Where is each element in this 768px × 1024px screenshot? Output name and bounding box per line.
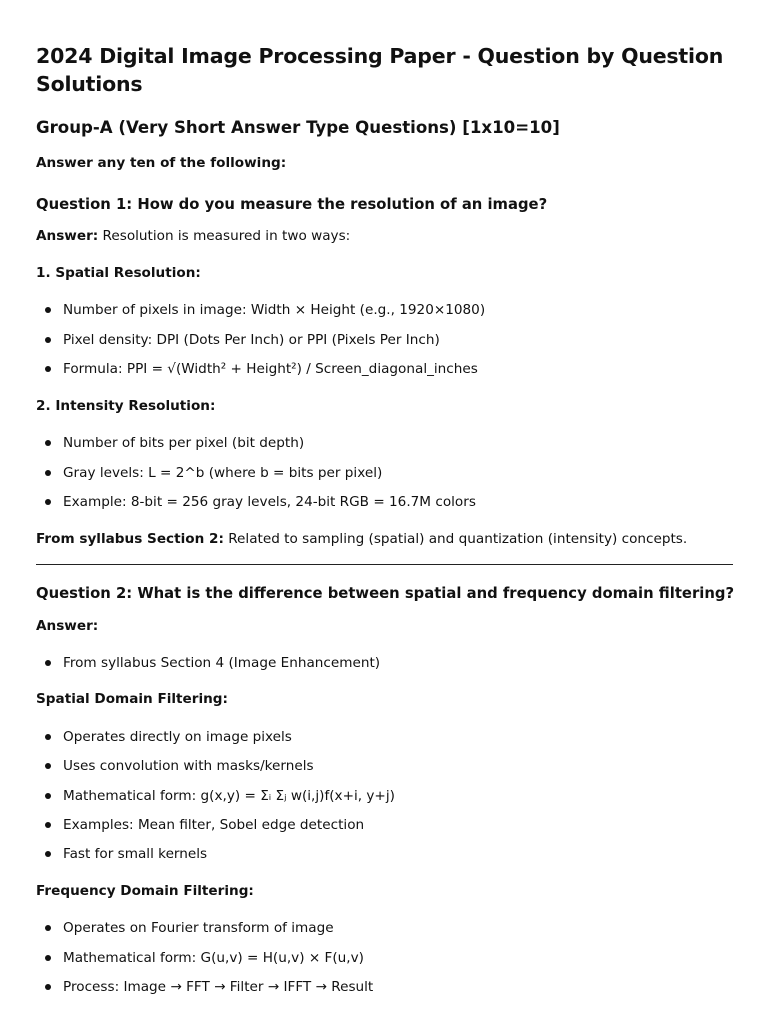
question-1-answer — [36, 228, 350, 244]
list-item: Operates on Fourier transform of image — [63, 920, 334, 936]
intensity-resolution-heading: 2. Intensity Resolution: — [36, 398, 216, 414]
group-heading: Group-A (Very Short Answer Type Questions) [1x10=10] — [36, 118, 560, 137]
syllabus-text: Related to sampling (spatial) and quantization (intensity) concepts. — [223, 531, 688, 547]
answer-text: Resolution is measured in two ways: — [98, 228, 351, 244]
group-instruction: Answer any ten of the following: — [36, 155, 287, 171]
answer-label: Answer: — [36, 618, 99, 634]
page-title: 2024 Digital Image Processing Paper - Question by Question Solutions — [36, 44, 724, 96]
question-1-title: Question 1: How do you measure the resolution of an image? — [36, 196, 548, 213]
syllabus-note — [36, 531, 687, 547]
list-item: Mathematical form: G(u,v) = H(u,v) × F(u,v) — [63, 950, 364, 966]
list-item: Mathematical form: g(x,y) = Σᵢ Σⱼ w(i,j)f(x+i, y+j) — [63, 788, 395, 804]
list-item: Uses convolution with masks/kernels — [63, 758, 314, 774]
answer-label: Answer: — [36, 228, 99, 244]
spatial-resolution-heading: 1. Spatial Resolution: — [36, 265, 201, 281]
list-item: Fast for small kernels — [63, 846, 208, 862]
question-2-title: Question 2: What is the difference between spatial and frequency domain filtering? — [36, 585, 735, 602]
list-item: Gray levels: L = 2^b (where b = bits per pixel) — [63, 465, 383, 481]
syllabus-label: From syllabus Section 2: — [36, 531, 224, 547]
frequency-filtering-heading: Frequency Domain Filtering: — [36, 883, 254, 899]
list-item: Example: 8-bit = 256 gray levels, 24-bit RGB = 16.7M colors — [63, 494, 476, 510]
list-item: Process: Image → FFT → Filter → IFFT → Result — [63, 979, 374, 995]
spatial-filtering-heading: Spatial Domain Filtering: — [36, 691, 228, 707]
list-item: Examples: Mean filter, Sobel edge detection — [63, 817, 365, 833]
list-item: Number of pixels in image: Width × Height (e.g., 1920×1080) — [63, 302, 486, 318]
list-item: From syllabus Section 4 (Image Enhancement) — [63, 655, 381, 671]
section-divider — [36, 564, 733, 565]
list-item: Operates directly on image pixels — [63, 729, 292, 745]
list-item: Pixel density: DPI (Dots Per Inch) or PPI (Pixels Per Inch) — [63, 332, 440, 348]
list-item: Formula: PPI = √(Width² + Height²) / Screen_diagonal_inches — [63, 361, 478, 377]
list-item: Number of bits per pixel (bit depth) — [63, 435, 305, 451]
